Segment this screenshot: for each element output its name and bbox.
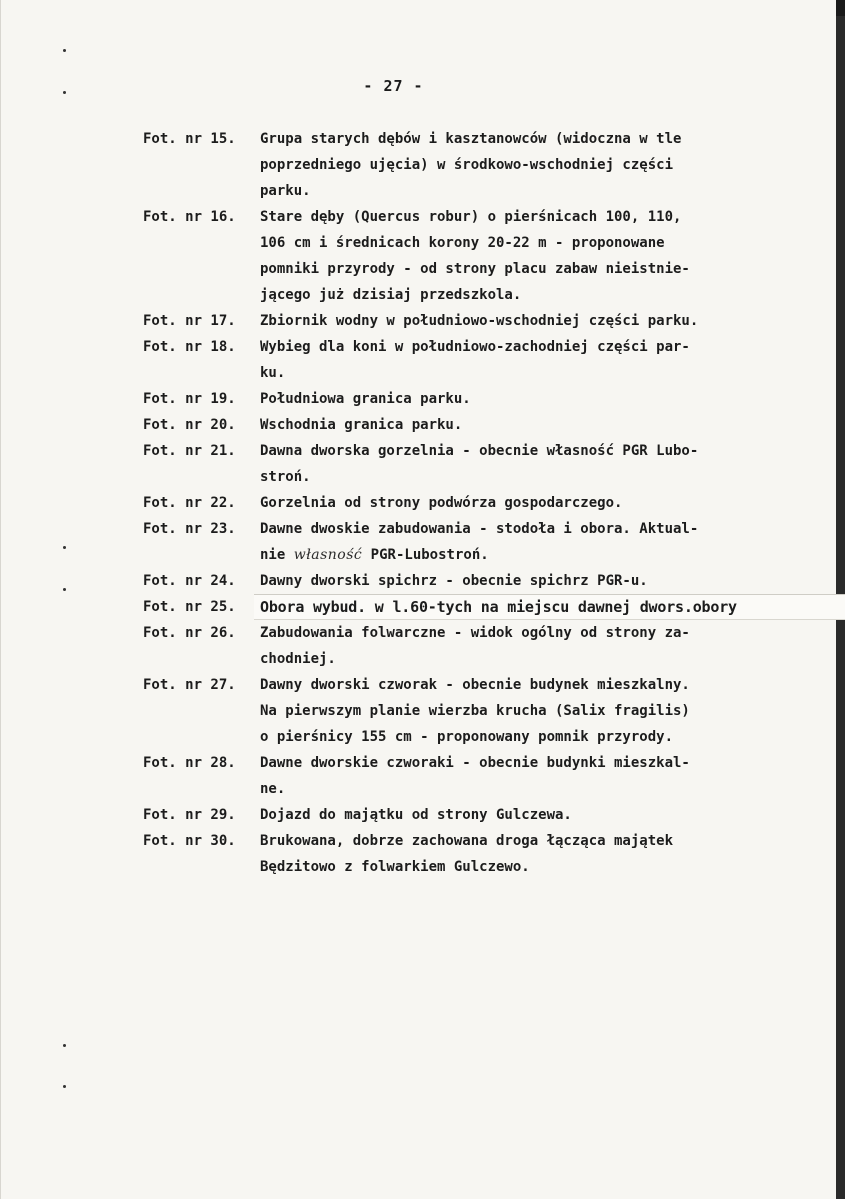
punch-mark [63, 1044, 66, 1047]
photo-number: Fot. nr 16. [143, 209, 236, 225]
caption-entry [143, 490, 803, 516]
caption-entry [143, 204, 803, 308]
photo-number: Fot. nr 26. [143, 625, 236, 641]
caption-line: pomniki przyrody - od strony placu zabaw nieistnie- [260, 261, 690, 277]
caption-line: Wschodnia granica parku. [260, 417, 463, 433]
photo-number: Fot. nr 18. [143, 339, 236, 355]
handwritten-correction: własność [293, 547, 363, 563]
punch-mark [63, 588, 66, 591]
photo-number: Fot. nr 28. [143, 755, 236, 771]
caption-line: Obora wybud. w l.60-tych na miejscu dawnej dwors.obory [260, 598, 737, 616]
page-number: - 27 - [363, 77, 424, 95]
caption-text [260, 594, 800, 620]
caption-line: Dawne dwoskie zabudowania - stodoła i obora. Aktual- [260, 521, 699, 537]
photo-number: Fot. nr 27. [143, 677, 236, 693]
caption-line: Dojazd do majątku od strony Gulczewa. [260, 807, 572, 823]
caption-text [260, 802, 800, 828]
caption-entry [143, 334, 803, 386]
caption-entry [143, 386, 803, 412]
caption-line: Wybieg dla koni w południowo-zachodniej części par- [260, 339, 690, 355]
caption-text [260, 750, 800, 802]
caption-entry [143, 672, 803, 750]
caption-text [260, 334, 800, 386]
caption-text [260, 490, 800, 516]
caption-line: Brukowana, dobrze zachowana droga łącząca majątek [260, 833, 674, 849]
photo-number: Fot. nr 30. [143, 833, 236, 849]
caption-line: Grupa starych dębów i kasztanowców (widoczna w tle [260, 131, 682, 147]
photo-number: Fot. nr 29. [143, 807, 236, 823]
caption-line: poprzedniego ujęcia) w środkowo-wschodniej części [260, 157, 674, 173]
caption-fragment: PGR-Lubostroń. [362, 547, 489, 563]
photo-number: Fot. nr 19. [143, 391, 236, 407]
punch-mark [63, 49, 66, 52]
punch-mark [63, 1085, 66, 1088]
caption-entry [143, 750, 803, 802]
caption-entry-pasted [143, 594, 803, 620]
caption-line: Zabudowania folwarczne - widok ogólny od strony za- [260, 625, 690, 641]
caption-text [260, 386, 800, 412]
caption-line-handwritten [260, 542, 800, 568]
photo-number: Fot. nr 24. [143, 573, 236, 589]
caption-entry [143, 308, 803, 334]
photo-number: Fot. nr 21. [143, 443, 236, 459]
punch-mark [63, 546, 66, 549]
caption-line: jącego już dzisiaj przedszkola. [260, 287, 522, 303]
caption-text [260, 620, 800, 672]
caption-text [260, 568, 800, 594]
photo-caption-list [143, 126, 803, 880]
caption-line: Zbiornik wodny w południowo-wschodniej części parku. [260, 313, 699, 329]
caption-line: stroń. [260, 469, 311, 485]
caption-entry [143, 568, 803, 594]
caption-text [260, 412, 800, 438]
caption-line: Będzitowo z folwarkiem Gulczewo. [260, 859, 530, 875]
caption-entry [143, 828, 803, 880]
caption-line: Gorzelnia od strony podwórza gospodarczego. [260, 495, 623, 511]
caption-text [260, 308, 800, 334]
caption-fragment: nie [260, 547, 294, 563]
caption-line: ne. [260, 781, 286, 797]
caption-text [260, 204, 800, 308]
caption-text [260, 516, 800, 568]
caption-text [260, 126, 800, 204]
caption-line: Na pierwszym planie wierzba krucha (Salix fragilis) [260, 703, 690, 719]
caption-line: ku. [260, 365, 286, 381]
caption-entry [143, 620, 803, 672]
photo-number: Fot. nr 20. [143, 417, 236, 433]
caption-line: o pierśnicy 155 cm - proponowany pomnik przyrody. [260, 729, 674, 745]
caption-line: parku. [260, 183, 311, 199]
caption-entry [143, 438, 803, 490]
caption-text [260, 672, 800, 750]
photo-number: Fot. nr 22. [143, 495, 236, 511]
caption-entry [143, 412, 803, 438]
caption-line: Południowa granica parku. [260, 391, 471, 407]
photo-number: Fot. nr 17. [143, 313, 236, 329]
photo-number: Fot. nr 25. [143, 599, 236, 615]
caption-line: Dawny dworski spichrz - obecnie spichrz PGR-u. [260, 573, 648, 589]
caption-line: Dawny dworski czworak - obecnie budynek mieszkalny. [260, 677, 690, 693]
caption-text [260, 438, 800, 490]
caption-text [260, 828, 800, 880]
caption-line: 106 cm i średnicach korony 20-22 m - proponowane [260, 235, 665, 251]
caption-line: chodniej. [260, 651, 336, 667]
caption-line: Dawna dworska gorzelnia - obecnie własność PGR Lubo- [260, 443, 699, 459]
caption-entry [143, 802, 803, 828]
caption-line: Dawne dworskie czworaki - obecnie budynki mieszkal- [260, 755, 690, 771]
caption-line: Stare dęby (Quercus robur) o pierśnicach 100, 110, [260, 209, 682, 225]
photo-number: Fot. nr 15. [143, 131, 236, 147]
caption-entry [143, 126, 803, 204]
photo-number: Fot. nr 23. [143, 521, 236, 537]
caption-entry [143, 516, 803, 568]
